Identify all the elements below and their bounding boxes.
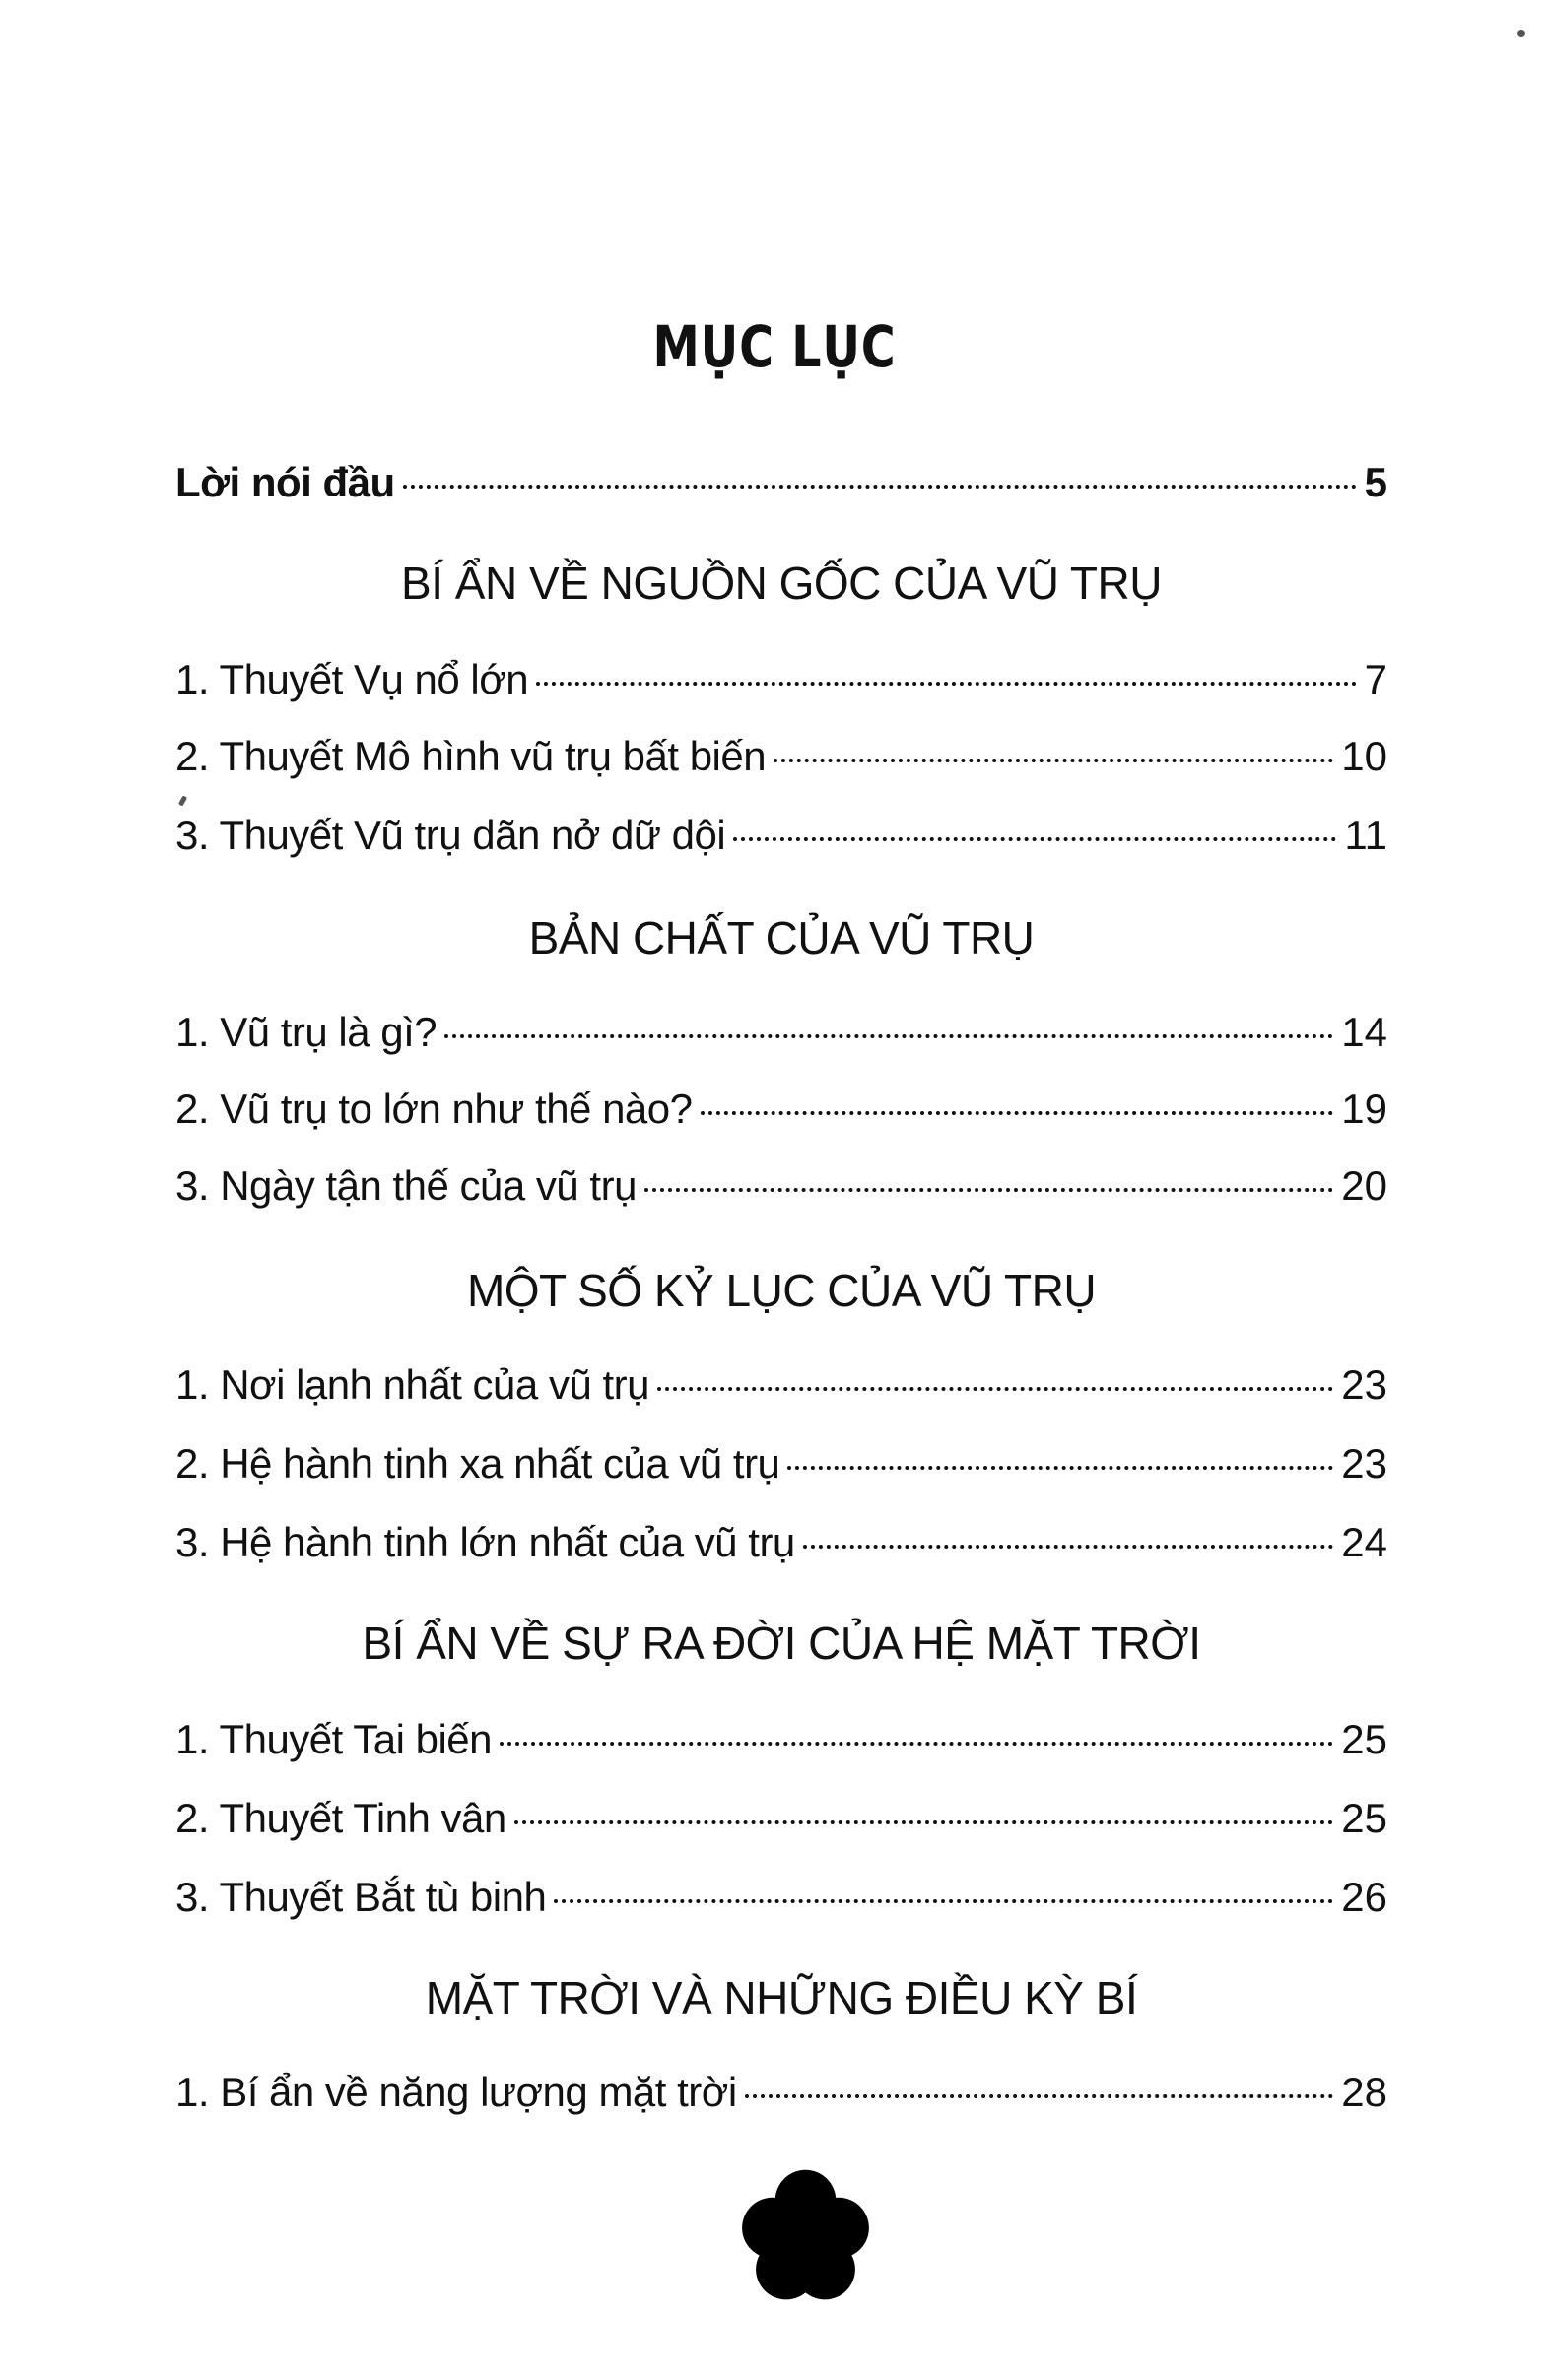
toc-entry-label: 1. Thuyết Vụ nổ lớn bbox=[175, 656, 529, 702]
page-title: MỤC LỤC bbox=[652, 313, 897, 380]
toc-entry-label: 3. Thuyết Vũ trụ dãn nở dữ dội bbox=[175, 812, 726, 858]
toc-entry[interactable] bbox=[175, 2065, 1387, 2120]
toc-entry-label: 3. Hệ hành tinh lớn nhất của vũ trụ bbox=[175, 1519, 795, 1565]
toc-entry[interactable] bbox=[175, 1357, 1387, 1413]
toc-entry-page: 23 bbox=[1341, 1440, 1387, 1487]
toc-entry-label: 2. Thuyết Tinh vân bbox=[175, 1795, 506, 1841]
toc-entry[interactable] bbox=[175, 808, 1387, 863]
toc-entry-label: 1. Vũ trụ là gì? bbox=[175, 1009, 438, 1055]
toc-entry-page: 19 bbox=[1341, 1086, 1387, 1132]
dot-leader bbox=[787, 1466, 1333, 1470]
toc-entry-label: 2. Vũ trụ to lớn như thế nào? bbox=[175, 1086, 693, 1132]
toc-entry[interactable] bbox=[175, 1791, 1387, 1846]
toc-entry-label: 1. Bí ẩn về năng lượng mặt trời bbox=[175, 2069, 737, 2115]
toc-entry[interactable] bbox=[175, 652, 1387, 707]
toc-entry-page: 14 bbox=[1341, 1009, 1387, 1055]
toc-entry[interactable] bbox=[175, 1436, 1387, 1491]
toc-entry[interactable] bbox=[175, 1158, 1387, 1214]
dot-leader bbox=[644, 1188, 1333, 1192]
dot-leader bbox=[745, 2094, 1334, 2098]
toc-entry-page: 25 bbox=[1341, 1716, 1387, 1762]
toc-entry-page: 5 bbox=[1364, 459, 1387, 505]
section-heading: MẶT TRỜI VÀ NHỮNG ĐIỀU KỲ BÍ bbox=[425, 1972, 1138, 2023]
toc-entry[interactable] bbox=[175, 1870, 1387, 1925]
section-heading: BÍ ẨN VỀ SỰ RA ĐỜI CỦA HỆ MẶT TRỜI bbox=[362, 1618, 1201, 1669]
toc-entry-label: 3. Thuyết Bắt tù binh bbox=[175, 1874, 547, 1920]
dot-leader bbox=[536, 682, 1356, 686]
toc-entry[interactable] bbox=[175, 1515, 1387, 1570]
dot-leader bbox=[403, 485, 1357, 489]
toc-entry[interactable] bbox=[175, 729, 1387, 784]
scan-speck bbox=[1517, 30, 1525, 37]
flower-ornament-icon bbox=[734, 2167, 877, 2305]
dot-leader bbox=[444, 1034, 1333, 1038]
section-heading: MỘT SỐ KỶ LỤC CỦA VŨ TRỤ bbox=[466, 1265, 1097, 1316]
dot-leader bbox=[500, 1742, 1333, 1746]
toc-entry-label: 1. Nơi lạnh nhất của vũ trụ bbox=[175, 1361, 649, 1408]
toc-entry-page: 7 bbox=[1364, 656, 1387, 702]
toc-entry[interactable] bbox=[175, 1082, 1387, 1137]
dot-leader bbox=[701, 1111, 1334, 1115]
dot-leader bbox=[733, 837, 1336, 841]
toc-entry[interactable] bbox=[175, 1712, 1387, 1767]
toc-entry-page: 28 bbox=[1341, 2069, 1387, 2115]
toc-entry-page: 10 bbox=[1341, 733, 1387, 779]
toc-entry-label: 2. Hệ hành tinh xa nhất của vũ trụ bbox=[175, 1440, 780, 1487]
section-heading: BẢN CHẤT CỦA VŨ TRỤ bbox=[528, 912, 1035, 963]
dot-leader bbox=[657, 1387, 1333, 1391]
toc-entry-label: 2. Thuyết Mô hình vũ trụ bất biến bbox=[175, 733, 767, 779]
toc-entry-page: 23 bbox=[1341, 1361, 1387, 1408]
dot-leader bbox=[554, 1899, 1333, 1903]
toc-entry-page: 20 bbox=[1341, 1162, 1387, 1209]
dot-leader bbox=[514, 1820, 1334, 1824]
toc-entry-preface[interactable] bbox=[175, 455, 1387, 510]
toc-entry-page: 24 bbox=[1341, 1519, 1387, 1565]
toc-entry-page: 25 bbox=[1341, 1795, 1387, 1841]
scan-speck bbox=[178, 795, 187, 806]
dot-leader bbox=[774, 759, 1333, 762]
section-heading: BÍ ẨN VỀ NGUỒN GỐC CỦA VŨ TRỤ bbox=[401, 558, 1162, 609]
toc-entry-label: 1. Thuyết Tai biến bbox=[175, 1716, 493, 1762]
toc-entry[interactable] bbox=[175, 1005, 1387, 1060]
toc-entry-page: 11 bbox=[1344, 812, 1387, 858]
dot-leader bbox=[803, 1545, 1333, 1549]
toc-entry-page: 26 bbox=[1341, 1874, 1387, 1920]
toc-entry-label: 3. Ngày tận thế của vũ trụ bbox=[175, 1162, 637, 1209]
toc-entry-label: Lời nói đầu bbox=[175, 459, 395, 505]
